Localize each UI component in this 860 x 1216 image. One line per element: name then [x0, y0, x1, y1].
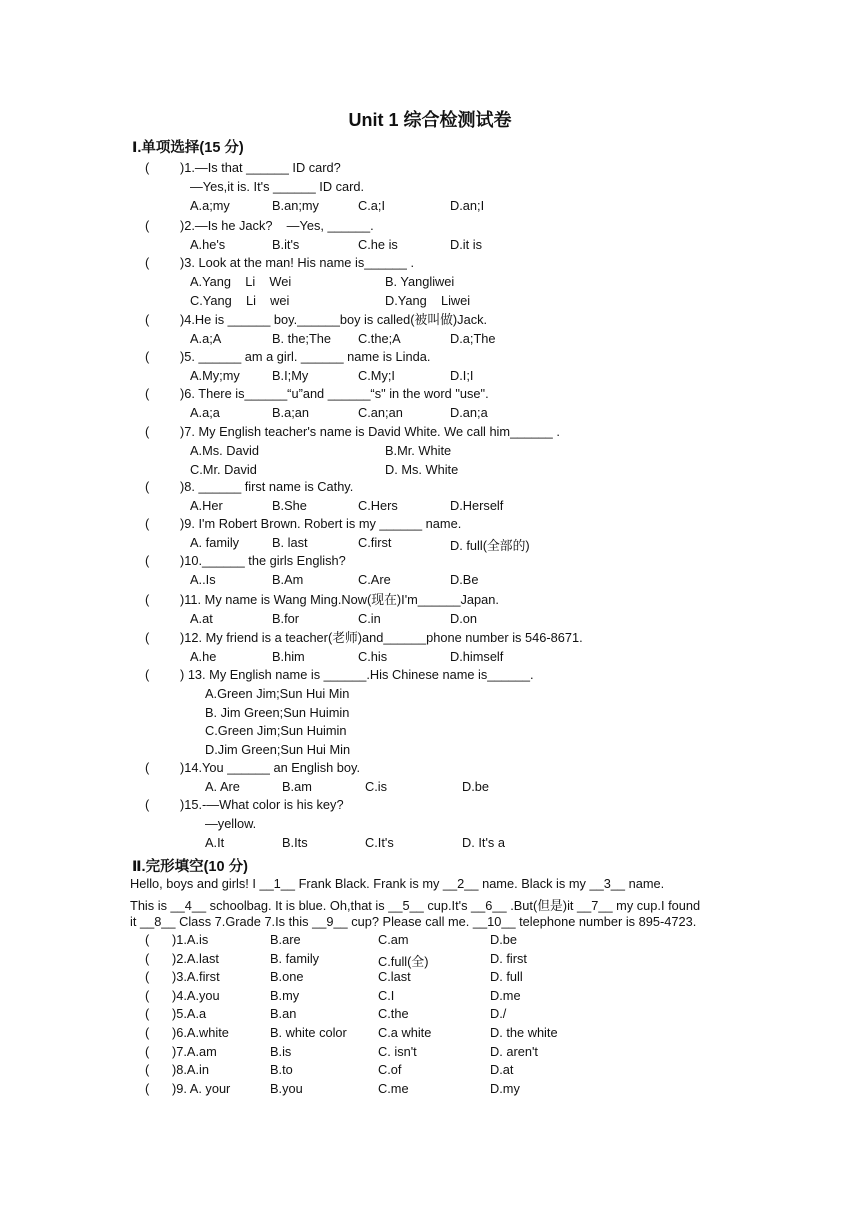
question-stem: )3. Look at the man! His name is______ .	[180, 255, 415, 270]
answer-paren: (	[145, 987, 150, 1003]
answer-paren: (	[145, 386, 150, 401]
option-d: D.it is	[450, 237, 482, 252]
option-b: B. white color	[270, 1025, 347, 1040]
option-d: D.Jim Green;Sun Hui Min	[205, 741, 351, 757]
question-extra-line: —yellow.	[205, 816, 257, 831]
option-c: C.Hers	[358, 498, 398, 513]
option-d: D.be	[490, 932, 518, 947]
option-b: B.are	[270, 932, 301, 947]
option-a: A. family	[190, 535, 240, 550]
answer-paren: (	[145, 667, 150, 682]
question-stem: )11. My name is Wang Ming.Now(现在)I'm______Japan.	[180, 592, 499, 607]
question-stem: )12. My friend is a teacher(老师)and______phone number is 546-8671.	[180, 630, 583, 645]
cloze-item: )7.A.am	[172, 1043, 217, 1059]
option-c: C.It's	[365, 835, 394, 850]
question-stem: )2.—Is he Jack? —Yes, ______.	[180, 218, 374, 233]
option-c: C.My;I	[358, 368, 395, 383]
answer-paren: (	[145, 160, 150, 175]
option-d: D.a;The	[450, 331, 496, 346]
question-stem: )15.-—What color is his key?	[180, 797, 344, 812]
option-b: B.one	[270, 969, 304, 985]
option-c: C.his	[358, 649, 388, 664]
answer-paren: (	[145, 797, 150, 812]
cloze-item: )1.A.is	[172, 932, 209, 947]
cloze-passage-line: Hello, boys and girls! I __1__ Frank Black. Frank is my __2__ name. Black is my __3__ name.	[130, 876, 665, 891]
option-c: C.Mr. David	[190, 461, 257, 477]
option-b: B.is	[270, 1043, 292, 1059]
option-a: A.he's	[190, 237, 226, 252]
option-c: C.Yang Li wei	[190, 292, 290, 308]
option-a: A.Yang Li Wei	[190, 274, 292, 289]
question-stem: )14.You ______ an English boy.	[180, 760, 361, 775]
option-a: A.at	[190, 611, 213, 626]
option-d: D.at	[490, 1062, 514, 1078]
option-c: C.a;I	[358, 198, 386, 213]
page-title: Unit 1 综合检测试卷	[348, 110, 512, 130]
option-c: C.the;A	[358, 331, 401, 346]
answer-paren: (	[145, 424, 150, 439]
question-stem: )8. ______ first name is Cathy.	[180, 479, 354, 494]
option-a: A.he	[190, 649, 217, 664]
answer-paren: (	[145, 516, 150, 531]
answer-paren: (	[145, 255, 150, 270]
option-d: D.Be	[450, 572, 479, 587]
question-extra-line: —Yes,it is. It's ______ ID card.	[190, 179, 365, 194]
option-b: B.Am	[272, 572, 304, 587]
answer-paren: (	[145, 349, 150, 364]
answer-paren: (	[145, 218, 150, 233]
option-b: B.She	[272, 498, 307, 513]
question-stem: )5. ______ am a girl. ______ name is Linda.	[180, 349, 431, 364]
answer-paren: (	[145, 592, 150, 607]
option-a: A.a;my	[190, 198, 230, 213]
option-d: D. full	[490, 969, 523, 985]
option-b: B. Jim Green;Sun Huimin	[205, 704, 350, 720]
answer-paren: (	[145, 553, 150, 568]
answer-paren: (	[145, 760, 150, 775]
answer-paren: (	[145, 969, 150, 985]
option-b: B. family	[270, 950, 320, 966]
option-b: B. the;The	[272, 331, 332, 346]
option-c: C.I	[378, 987, 395, 1003]
option-d: D.himself	[450, 649, 504, 664]
option-d: D.Yang Liwei	[385, 292, 471, 308]
option-c: C.of	[378, 1062, 402, 1078]
answer-paren: (	[145, 479, 150, 494]
option-d: D.Herself	[450, 498, 504, 513]
option-c: C.me	[378, 1080, 409, 1096]
option-a: A.Her	[190, 498, 223, 513]
option-c: C.in	[358, 611, 381, 626]
option-b: B.an	[270, 1006, 297, 1022]
cloze-item: )3.A.first	[172, 969, 220, 985]
option-b: B.a;an	[272, 405, 309, 420]
option-d: D.I;I	[450, 368, 474, 383]
option-d: D. full(全部的)	[450, 538, 530, 553]
answer-paren: (	[145, 1025, 150, 1040]
option-d: D.an;a	[450, 405, 488, 420]
section-heading-cloze: Ⅱ.完形填空(10 分)	[132, 859, 248, 875]
cloze-item: )9. A. your	[172, 1080, 231, 1096]
option-b: B. last	[272, 535, 308, 550]
question-stem: )9. I'm Robert Brown. Robert is my ______ name.	[180, 516, 462, 531]
option-a: A. Are	[205, 779, 240, 794]
answer-paren: (	[145, 312, 150, 327]
option-b: B.it's	[272, 237, 300, 252]
answer-paren: (	[145, 1006, 150, 1022]
question-stem: )6. There is______“u”and ______“s" in the word "use".	[180, 386, 489, 401]
option-d: D. Ms. White	[385, 461, 459, 477]
option-a: A.It	[205, 835, 225, 850]
option-c: C.he is	[358, 237, 398, 252]
option-d: D.be	[462, 779, 490, 794]
option-d: D. the white	[490, 1025, 558, 1040]
option-c: C.is	[365, 779, 388, 794]
option-b: B. Yangliwei	[385, 274, 455, 289]
answer-paren: (	[145, 1043, 150, 1059]
option-c: C.an;an	[358, 405, 403, 420]
option-b: B.Mr. White	[385, 443, 452, 458]
option-b: B.him	[272, 649, 305, 664]
option-d: D.me	[490, 987, 521, 1003]
option-b: B.to	[270, 1062, 293, 1078]
option-b: B.Its	[282, 835, 308, 850]
cloze-passage-line: it __8__ Class 7.Grade 7.Is this __9__ cup? Please call me. __10__ telephone number is 895-4723.	[130, 914, 697, 929]
question-stem: )7. My English teacher's name is David White. We call him______ .	[180, 424, 560, 439]
option-d: D./	[490, 1006, 507, 1022]
option-c: C.am	[378, 932, 409, 947]
option-c: C.a white	[378, 1025, 432, 1040]
option-d: D.on	[450, 611, 478, 626]
option-d: D.my	[490, 1080, 520, 1096]
option-c: C.full(全)	[378, 953, 429, 969]
question-stem: )10.______ the girls English?	[180, 553, 346, 568]
option-d: D. aren't	[490, 1043, 538, 1059]
option-b: B.am	[282, 779, 312, 794]
option-c: C.the	[378, 1006, 409, 1022]
option-a: A.Green Jim;Sun Hui Min	[205, 686, 350, 701]
option-b: B.you	[270, 1080, 303, 1096]
option-c: C.Green Jim;Sun Huimin	[205, 723, 347, 738]
cloze-passage-line: This is __4__ schoolbag. It is blue. Oh,that is __5__ cup.It's __6__ .But(但是)it __7__ my cup.I found	[130, 898, 701, 913]
cloze-item: )8.A.in	[172, 1062, 209, 1078]
cloze-item: )6.A.white	[172, 1025, 229, 1040]
option-a: A.Ms. David	[190, 443, 259, 458]
option-b: B.I;My	[272, 368, 309, 383]
option-a: A.My;my	[190, 368, 240, 383]
option-b: B.my	[270, 987, 300, 1003]
answer-paren: (	[145, 1080, 150, 1096]
option-a: A.a;A	[190, 331, 222, 346]
option-c: C.first	[358, 535, 392, 550]
question-stem: )1.—Is that ______ ID card?	[180, 160, 341, 175]
option-c: C.Are	[358, 572, 391, 587]
option-b: B.for	[272, 611, 300, 626]
answer-paren: (	[145, 1062, 150, 1078]
option-a: A.a;a	[190, 405, 220, 420]
question-stem: ) 13. My English name is ______.His Chinese name is______.	[180, 667, 534, 682]
option-d: D. first	[490, 950, 527, 966]
option-c: C.last	[378, 969, 411, 985]
cloze-item: )2.A.last	[172, 950, 219, 966]
answer-paren: (	[145, 950, 150, 966]
section-heading-single-choice: Ⅰ.单项选择(15 分)	[132, 140, 244, 156]
option-a: A..Is	[190, 572, 216, 587]
answer-paren: (	[145, 932, 150, 947]
cloze-item: )4.A.you	[172, 987, 220, 1003]
option-d: D.an;I	[450, 198, 485, 213]
option-d: D. It's a	[462, 835, 505, 850]
option-c: C. isn't	[378, 1043, 417, 1059]
cloze-item: )5.A.a	[172, 1006, 207, 1022]
question-stem: )4.He is ______ boy.______boy is called(被叫做)Jack.	[180, 312, 488, 327]
answer-paren: (	[145, 630, 150, 645]
option-b: B.an;my	[272, 198, 319, 213]
